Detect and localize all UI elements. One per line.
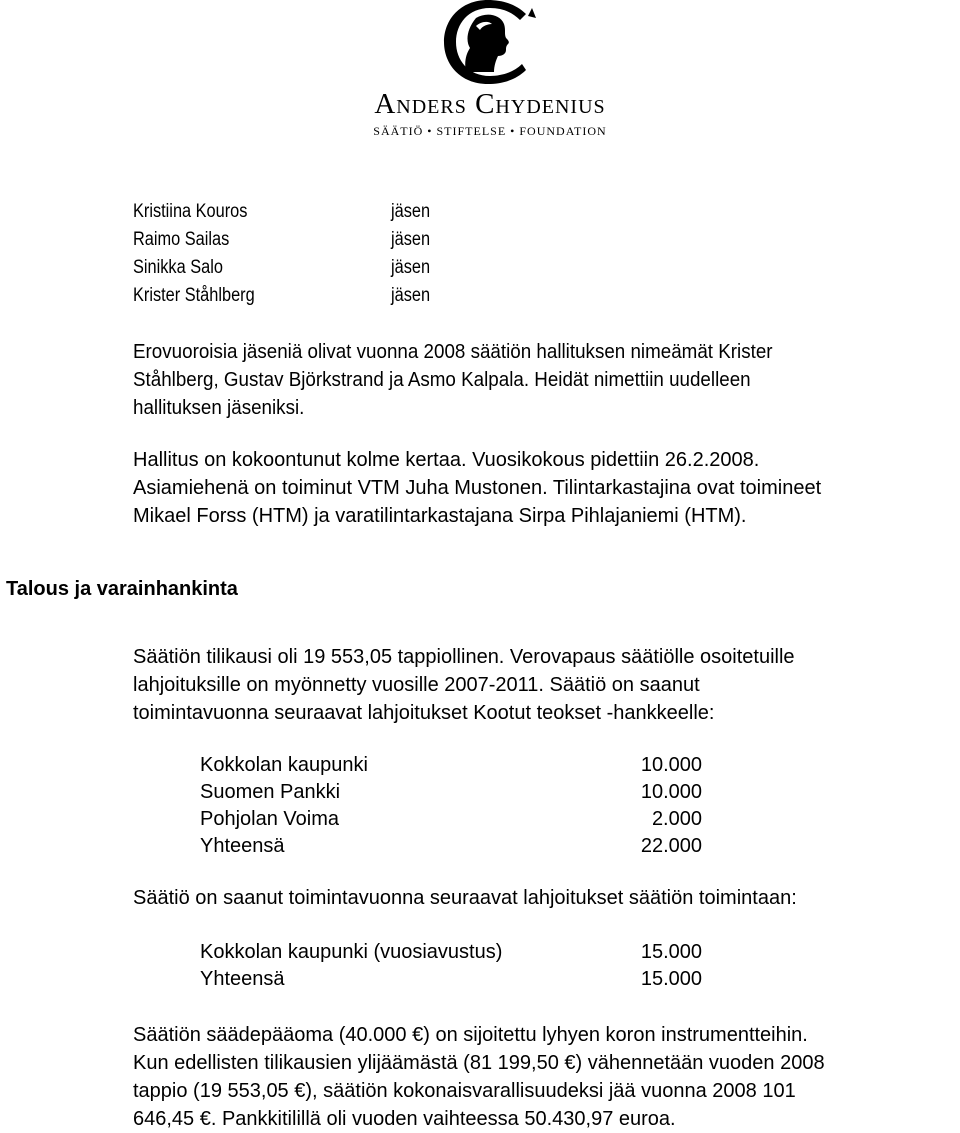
table-row [200,779,720,806]
chydenius-c-emblem-icon [340,0,640,90]
donor-name: Kokkolan kaupunki [200,754,368,776]
donation-amount: 2.000 [651,808,702,830]
logo-name-text: Anders Chydenius [374,88,606,120]
member-role: jäsen [391,285,431,306]
paragraph-capital: Säätiön säädepääoma (40.000 €) on sijoitettu lyhyen koron instrumentteihin. Kun edellisten tilikausien ylijäämästä (81 199,50 €) vähennetään vuoden 2008 tappio (19 553,05 €), säätiön kokonaisvarallisuudeksi jää vuonna 2008 101 646,45 €. Pankkitilillä oli vuoden vaihteessa 50.430,97 euroa. [133,1024,825,1130]
donor-name: Kokkolan kaupunki (vuosiavustus) [200,941,503,963]
member-row [133,254,431,282]
donations-project-table [200,752,720,860]
donation-amount: 15.000 [640,968,702,990]
paragraph-board-meetings: Hallitus on kokoontunut kolme kertaa. Vuosikokous pidettiin 26.2.2008. Asiamiehenä on toiminut VTM Juha Mustonen. Tilintarkastajina ovat toimineet Mikael Forss (HTM) ja varatilintarkastajana Sirpa Pihlajaniemi (HTM). [133,449,822,527]
paragraph-finances: Säätiön tilikausi oli 19 553,05 tappiollinen. Verovapaus säätiölle osoitetuille lahjoituksille on myönnetty vuosille 2007-2011. Säätiö on saanut toimintavuonna seuraavat lahjoitukset Kootut teokset -hankkeelle: [133,646,795,724]
paragraph-retiring-members: Erovuoroisia jäseniä olivat vuonna 2008 säätiön hallituksen nimeämät Krister Ståhlberg, Gustav Björkstrand ja Asmo Kalpala. Heidät nimettiin uudelleen hallituksen jäseniksi. [133,341,773,419]
section-heading: Talous ja varainhankinta [6,578,238,600]
logo-tagline: SÄÄTIÖ • STIFTELSE • FOUNDATION [373,124,607,138]
table-row [200,752,720,779]
foundation-logo [340,0,640,142]
donor-name: Yhteensä [200,835,285,857]
member-role: jäsen [391,257,431,278]
donor-name: Pohjolan Voima [200,808,339,830]
member-name: Sinikka Salo [133,257,223,278]
member-row [133,198,431,226]
member-row [133,282,431,310]
donation-amount: 10.000 [640,781,702,803]
member-role: jäsen [391,201,431,222]
donation-amount: 22.000 [640,835,702,857]
donor-name: Suomen Pankki [200,781,341,803]
table-row [200,939,720,966]
member-row [133,226,431,254]
paragraph-operations-donations: Säätiö on saanut toimintavuonna seuraavat lahjoitukset säätiön toimintaan: [133,887,797,909]
donation-amount: 10.000 [640,754,702,776]
member-name: Kristiina Kouros [133,201,248,222]
donation-amount: 15.000 [640,941,702,963]
board-member-list [133,198,431,310]
donations-operations-table [200,939,720,993]
logo-wordmark [340,88,640,121]
donor-name: Yhteensä [200,968,285,990]
table-row [200,806,720,833]
member-name: Krister Ståhlberg [133,285,255,306]
table-row-total [200,966,720,993]
member-name: Raimo Sailas [133,229,230,250]
member-role: jäsen [391,229,431,250]
table-row-total [200,833,720,860]
